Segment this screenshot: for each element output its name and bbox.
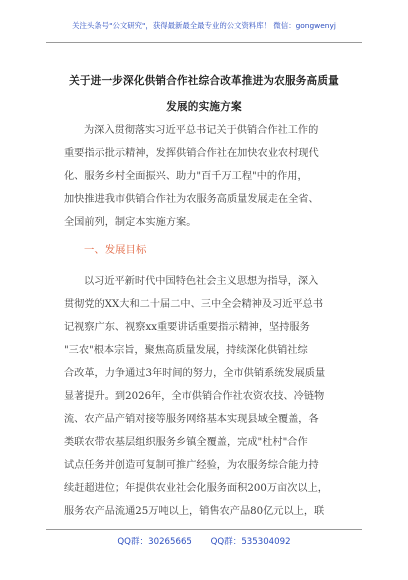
footer-contacts [0,535,408,547]
paragraph-line: 显著提升。到2026年，全市供销合作社农资农技、冷链物 [64,391,325,402]
paragraph-line: 合改革，力争通过3年时间的努力，全市供销系统发展质量 [64,368,326,379]
header-banner: 关注头条号"公文研究"，获得最新最全最专业的公文资料库！ 微信：gongwenyj [72,21,336,30]
paragraph-line: 为深入贯彻落实习近平总书记关于供销合作社工作的 [84,125,319,136]
paragraph-line: 类联农带农基层组织服务乡镇全覆盖，完成"杜村"合作 [64,437,308,448]
qq-group-2: QQ群：535304092 [210,537,291,547]
paragraph-line: 化、服务乡村全面振兴、助力"百千万工程"中的作用， [64,171,308,182]
paragraph-line: "三农"根本宗旨，聚焦高质量发展，持续深化供销社综 [64,345,308,356]
qq-group-1: QQ群：30265665 [117,537,192,547]
goals-paragraph [64,270,348,523]
paragraph-line: 流、农产品产销对接等服务网络基本实现县域全覆盖，各 [64,414,319,425]
paragraph-line: 续赶超进位；年提供农业社会化服务面积200万亩次以上， [64,483,328,494]
title-line: 关于进一步深化供销合作社综合改革推进为农服务高质量 [69,75,339,87]
section-heading: 一、发展目标 [84,244,147,256]
paragraph-line: 以习近平新时代中国特色社会主义思想为指导，深入 [84,276,319,287]
document-title [50,68,358,120]
paragraph-line: 重要指示批示精神，发挥供销合作社在加快农业农村现代 [64,148,319,159]
title-line: 发展的实施方案 [166,101,242,113]
paragraph-line: 服务农产品流通25万吨以上，销售农产品80亿元以上，联 [64,506,325,517]
intro-paragraph [64,119,348,234]
footer-divider [46,529,362,530]
paragraph-line: 试点任务并创造可复制可推广经验，为农服务综合能力持 [64,460,319,471]
paragraph-line: 加快推进我市供销合作社为农服务高质量发展走在全省、 [64,194,319,205]
paragraph-line: 记视察广东、视察xx重要讲话重要指示精神，坚持服务 [64,322,310,333]
paragraph-line: 全国前列，制定本实施方案。 [64,217,197,228]
paragraph-line: 贯彻党的XX大和二十届二中、三中全会精神及习近平总书 [64,299,324,310]
header-divider [46,42,362,43]
